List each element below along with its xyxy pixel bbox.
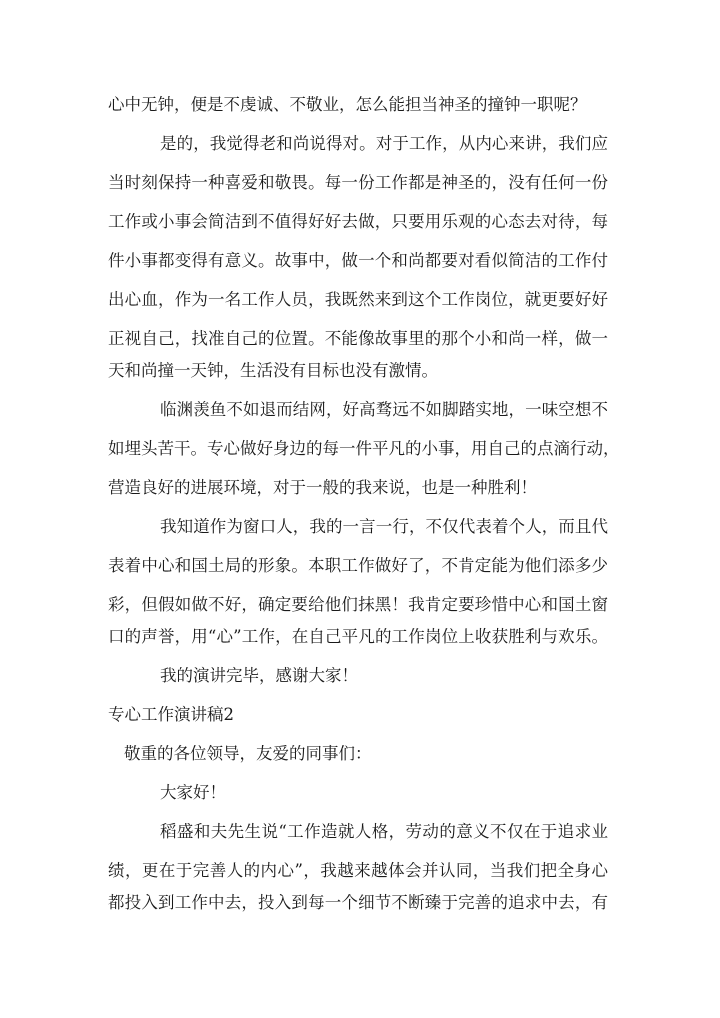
text-line: 正视自己，找准自己的位置。不能像故事里的那个小和尚一样，做一 (108, 329, 608, 348)
text-line: 都投入到工作中去，投入到每一个细节不断臻于完善的追求中去，有 (108, 893, 608, 912)
text-line: 如埋头苦干。专心做好身边的每一件平凡的小事，用自己的点滴行动， (108, 439, 620, 458)
section-heading: 专心工作演讲稿2 (108, 705, 234, 724)
text-line: 件小事都变得有意义。故事中，做一个和尚都要对看似简洁的工作付 (108, 251, 608, 270)
text-line: 我知道作为窗口人，我的一言一行，不仅代表着个人，而且代 (160, 517, 608, 536)
text-line: 表着中心和国土局的形象。本职工作做好了，不肯定能为他们添多少 (108, 556, 608, 575)
text-line: 工作或小事会简洁到不值得好好去做，只要用乐观的心态去对待，每 (108, 212, 608, 231)
text-line: 彩，但假如做不好，确定要给他们抹黑！我肯定要珍惜中心和国土窗 (108, 595, 608, 614)
greeting: 大家好！ (160, 783, 226, 802)
salutation: 敬重的各位领导，友爱的同事们： (124, 744, 372, 763)
text-line: 当时刻保持一种喜爱和敬畏。每一份工作都是神圣的，没有任何一份 (108, 173, 608, 192)
text-line: 临渊羡鱼不如退而结网，好高骛远不如脚踏实地，一味空想不 (160, 400, 608, 419)
text-line: 稻盛和夫先生说“工作造就人格，劳动的意义不仅在于追求业 (160, 822, 608, 841)
closing-line: 我的演讲完毕，感谢大家！ (160, 666, 358, 685)
text-line: 口的声誉，用“心”工作，在自己平凡的工作岗位上收获胜利与欢乐。 (108, 627, 608, 646)
text-line: 营造良好的进展环境，对于一般的我来说，也是一种胜利！ (108, 478, 537, 497)
text-line: 绩，更在于完善人的内心”，我越来越体会并认同，当我们把全身心 (108, 861, 608, 880)
text-line: 出心血，作为一名工作人员，我既然来到这个工作岗位，就更要好好 (108, 290, 608, 309)
text-line: 心中无钟，便是不虔诚、不敬业，怎么能担当神圣的撞钟一职呢？ (108, 95, 587, 114)
text-line: 是的，我觉得老和尚说得对。对于工作，从内心来讲，我们应 (160, 134, 608, 153)
text-line: 天和尚撞一天钟，生活没有目标也没有激情。 (108, 361, 438, 380)
